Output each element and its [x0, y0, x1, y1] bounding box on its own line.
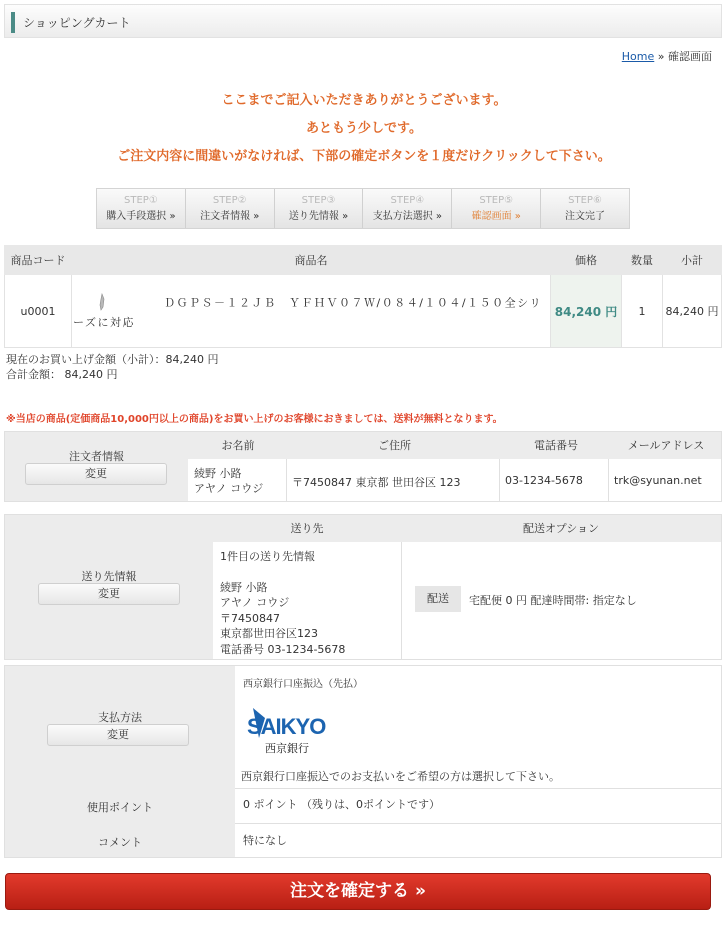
payment-change-button[interactable]: 変更	[47, 724, 189, 746]
orderer-section-label: 注文者情報	[69, 450, 124, 463]
item-code: u0001	[5, 275, 72, 348]
step-number: STEP④	[390, 195, 425, 206]
almost-message: あともう少しです。	[306, 121, 422, 136]
step-label: 購入手段選択 »	[106, 211, 176, 222]
breadcrumb-current: 確認画面	[668, 50, 712, 63]
breadcrumb-home-link[interactable]: Home	[621, 50, 655, 63]
shipping-side	[5, 515, 213, 659]
order-totals	[6, 352, 219, 382]
current-amount: 現在のお買い上げ金額（小計）：84,240 円	[6, 353, 219, 366]
item-price: 84,240 円	[551, 275, 622, 348]
payment-info-panel	[4, 665, 722, 858]
shipping-line: 電話番号 03-1234-5678	[220, 642, 346, 656]
saikyo-bank-logo	[245, 704, 335, 754]
table-row	[5, 275, 722, 348]
shipping-header-dest: 送り先	[213, 515, 401, 542]
orderer-name-kana: アヤノ コウジ	[194, 482, 264, 495]
step-label: 送り先情報 »	[288, 211, 349, 222]
step-number: STEP⑥	[568, 195, 602, 206]
step-label: 注文者情報 »	[200, 211, 260, 222]
payment-section-label: 支払方法	[98, 711, 142, 724]
item-qty: 1	[622, 275, 663, 348]
shipping-line: 〒7450847	[220, 611, 280, 625]
step-6	[541, 189, 629, 228]
payment-method: 西京銀行口座振込（先払）	[243, 679, 363, 690]
divider	[235, 823, 721, 824]
product-thumbnail-icon	[97, 293, 125, 314]
col-code: 商品コード	[5, 246, 72, 275]
cart-header-row	[5, 246, 722, 275]
step-label: 支払方法選択 »	[372, 211, 443, 222]
step-4	[363, 189, 452, 228]
divider	[608, 459, 609, 502]
item-subtotal: 84,240 円	[663, 275, 722, 348]
orderer-phone: 03-1234-5678	[505, 474, 583, 487]
free-shipping-notice: ※当店の商品(定価商品10,000円以上の商品)をお買い上げのお客様におきましては、送料が無料となります。	[6, 414, 503, 425]
orderer-info-panel	[4, 431, 722, 502]
comment-value: 特になし	[243, 834, 287, 847]
shipping-address-block	[220, 549, 345, 657]
divider	[286, 459, 287, 502]
col-name: 商品名	[72, 246, 551, 275]
total-amount: 合計金額： 84,240 円	[6, 368, 118, 381]
item-name-cell	[72, 275, 551, 348]
shipping-line	[220, 565, 345, 580]
orderer-change-button[interactable]: 変更	[25, 463, 167, 485]
orderer-header-phone: 電話番号	[501, 432, 611, 459]
divider	[499, 459, 500, 502]
comment-label: コメント	[98, 836, 142, 849]
step-label: 注文完了	[565, 211, 606, 222]
shipping-line: 1件目の送り先情報	[220, 550, 315, 563]
page-header	[4, 4, 722, 38]
col-subtotal: 小計	[663, 246, 722, 275]
cart-table	[4, 245, 722, 348]
step-number: STEP⑤	[479, 195, 514, 206]
breadcrumb-separator: »	[657, 50, 665, 63]
shipping-line: 綾野 小路	[220, 580, 268, 594]
orderer-name	[194, 466, 263, 496]
points-label: 使用ポイント	[87, 801, 153, 814]
instruction-message: ご注文内容に間違いがなければ、下部の確定ボタンを１度だけクリックして下さい。	[117, 149, 611, 164]
divider	[401, 542, 402, 660]
bank-logo-subtext: 西京銀行	[265, 742, 309, 755]
orderer-side	[5, 432, 188, 501]
delivery-option: 宅配便 0 円 配達時間帯: 指定なし	[469, 594, 637, 607]
orderer-header-address: ご住所	[288, 432, 501, 459]
shipping-header-option: 配送オプション	[401, 515, 721, 542]
header-accent-bar	[11, 12, 15, 33]
page-title: ショッピングカート	[23, 16, 131, 30]
item-name: ＤＧＰＳ－１２ＪＢ ＹＦＨＶ０７Ｗ/０８４/１０４/１５０全シリーズに対応	[73, 296, 543, 329]
col-qty: 数量	[622, 246, 663, 275]
breadcrumb	[622, 48, 712, 64]
orderer-name-kanji: 綾野 小路	[194, 467, 242, 480]
step-5-current	[452, 189, 541, 228]
step-3	[275, 189, 364, 228]
orderer-header-name: お名前	[188, 432, 288, 459]
step-1	[97, 189, 186, 228]
points-value: 0 ポイント （残りは、0ポイントです）	[243, 798, 440, 811]
divider	[235, 788, 721, 789]
step-number: STEP②	[212, 195, 247, 206]
shipping-change-button[interactable]: 変更	[38, 583, 180, 605]
orderer-address: 〒7450847 東京都 世田谷区 123	[292, 476, 461, 489]
step-2	[186, 189, 275, 228]
shipping-info-panel	[4, 514, 722, 660]
payment-note: 西京銀行口座振込でのお支払いをご希望の方は選択して下さい。	[241, 770, 560, 783]
col-price: 価格	[551, 246, 622, 275]
step-label: 確認画面 »	[471, 211, 521, 222]
thanks-message: ここまでご記入いただきありがとうございます。	[221, 93, 507, 108]
checkout-steps	[96, 188, 630, 229]
delivery-label: 配送	[415, 586, 461, 612]
step-number: STEP①	[124, 195, 158, 206]
orderer-email: trk@syunan.net	[614, 474, 702, 487]
confirm-order-button[interactable]: 注文を確定する »	[5, 873, 711, 910]
step-number: STEP③	[301, 195, 336, 206]
shipping-line: 東京都世田谷区123	[220, 627, 318, 640]
bank-logo-wordmark: SAIKYO	[247, 714, 326, 739]
shipping-line: アヤノ コウジ	[220, 596, 290, 609]
shipping-section-label: 送り先情報	[81, 570, 137, 583]
payment-side	[5, 666, 235, 857]
orderer-header-email: メールアドレス	[611, 432, 721, 459]
